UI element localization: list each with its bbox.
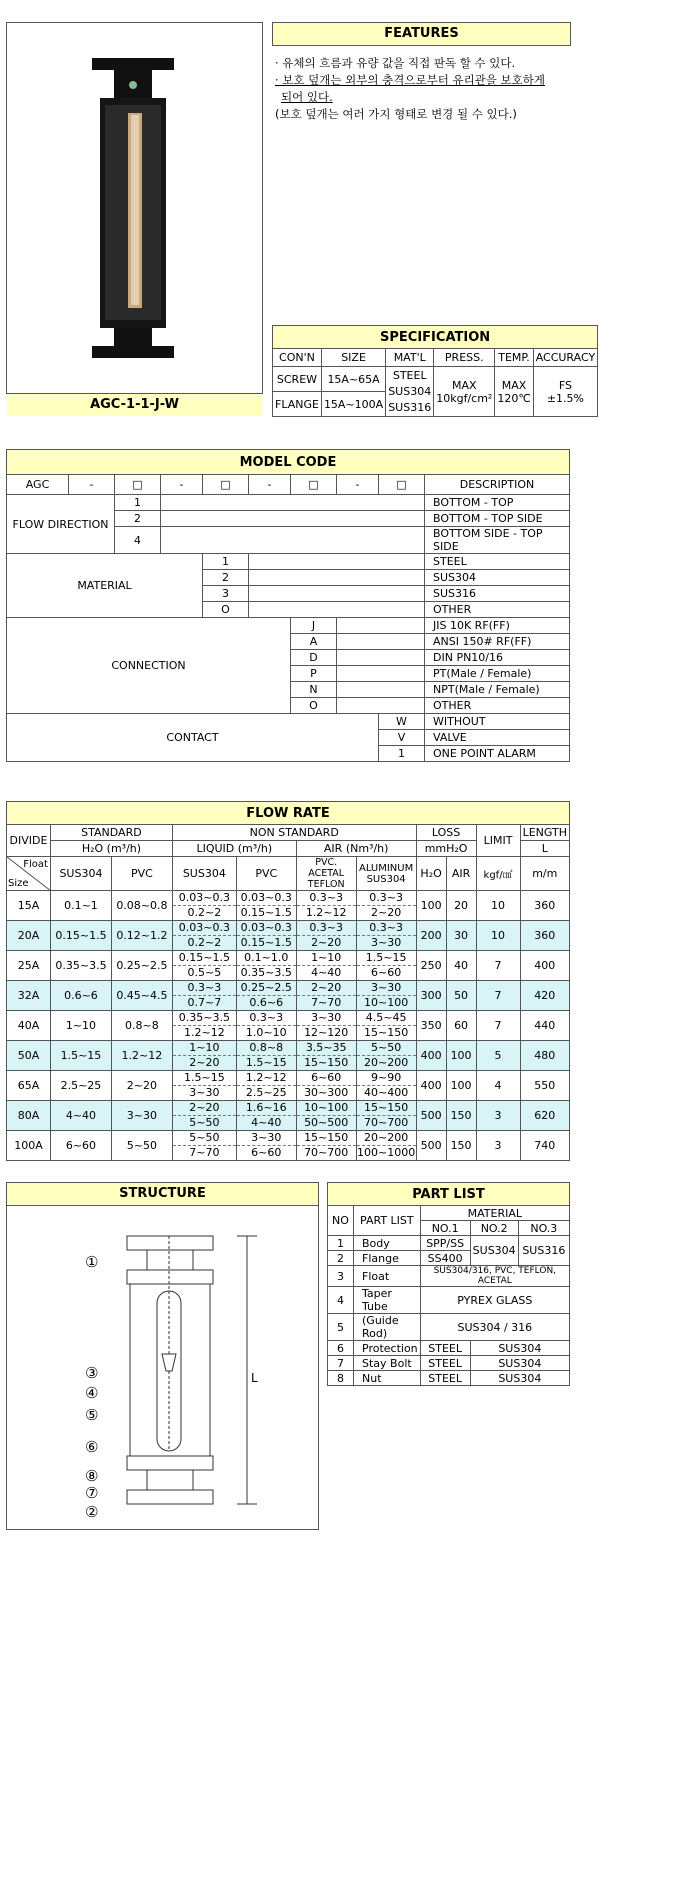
spec-accuracy: FS ±1.5% <box>533 367 597 417</box>
flow-liquid-pvc: 0.3~3 1.0~10 <box>236 1011 296 1041</box>
flow-limit: 10 <box>476 891 520 921</box>
structure-dim-l: L <box>251 1371 258 1385</box>
spec-screw-size: 15A~65A <box>321 367 385 392</box>
contact-desc: WITHOUT <box>425 714 570 730</box>
part-name: Protection <box>354 1341 421 1356</box>
contact-desc: ONE POINT ALARM <box>425 746 570 762</box>
flow-liquid-sus304: 2~20 5~50 <box>172 1101 236 1131</box>
flow-loss-h2o: 500 <box>416 1101 446 1131</box>
flow-liquid-sus304: 1~10 2~20 <box>172 1041 236 1071</box>
flow-h-float-size <box>7 857 51 891</box>
mat-code: 3 <box>203 586 249 602</box>
flow-air-aluminum: 20~200 100~1000 <box>357 1131 416 1159</box>
flowmeter-photo <box>7 23 262 393</box>
flow-row <box>7 981 570 1011</box>
flow-std-pvc: 1.2~12 <box>111 1041 172 1071</box>
flow-h-col: SUS304 <box>50 857 111 891</box>
flow-h-col: PVC <box>111 857 172 891</box>
model-h-box3: □ <box>291 475 337 495</box>
flow-limit: 7 <box>476 951 520 981</box>
flow-loss-air: 60 <box>446 1011 476 1041</box>
part-name: (Guide Rod) <box>354 1314 421 1341</box>
flow-std-sus304: 4~40 <box>50 1101 111 1131</box>
marker-5: ⑤ <box>85 1406 99 1424</box>
flow-h-loss: LOSS <box>416 825 476 841</box>
part-m1: STEEL <box>420 1356 470 1371</box>
conn-desc: DIN PN10/16 <box>425 650 570 666</box>
flow-row <box>7 891 570 921</box>
flow-air-aluminum: 3~30 10~100 <box>356 981 416 1011</box>
product-caption: AGC-1-1-J-W <box>7 393 262 416</box>
model-h-dash4: - <box>337 475 379 495</box>
flow-air-aluminum: 15~150 70~700 <box>356 1101 416 1131</box>
flow-liquid-pvc: 0.03~0.3 0.15~1.5 <box>236 921 296 951</box>
spec-temp: MAX 120℃ <box>495 367 533 417</box>
contact-code: V <box>379 730 425 746</box>
fd-label: FLOW DIRECTION <box>7 495 115 554</box>
flow-length: 740 <box>520 1131 569 1161</box>
marker-1: ① <box>85 1253 99 1271</box>
flow-title: FLOW RATE <box>7 802 570 825</box>
flow-h-col: H₂O <box>416 857 446 891</box>
flow-h-nonstandard: NON STANDARD <box>172 825 416 841</box>
feature-line-4: (보호 덮개는 여러 가지 형태로 변경 될 수 있다.) <box>275 107 517 121</box>
part-name: Taper Tube <box>354 1287 421 1314</box>
flow-size: 100A <box>7 1131 51 1161</box>
conn-code: N <box>291 682 337 698</box>
mat-desc: SUS316 <box>425 586 570 602</box>
part-h-no1: NO.1 <box>420 1221 470 1236</box>
conn-code: J <box>291 618 337 634</box>
spec-matl: STEEL SUS304 SUS316 <box>386 367 434 417</box>
flow-limit: 7 <box>476 981 520 1011</box>
model-h-agc: AGC <box>7 475 69 495</box>
part-m1: STEEL <box>420 1371 470 1386</box>
flow-h-col: kgf/㎠ <box>476 857 520 891</box>
flow-air-aluminum: 5~50 20~200 <box>356 1041 416 1071</box>
flow-h-float: Float <box>23 859 48 870</box>
flow-std-sus304: 1.5~15 <box>50 1041 111 1071</box>
model-h-desc: DESCRIPTION <box>425 475 570 495</box>
mat-code: 2 <box>203 570 249 586</box>
flow-loss-h2o: 400 <box>416 1041 446 1071</box>
flow-h-standard: STANDARD <box>50 825 172 841</box>
part-m-all: SUS304/316, PVC, TEFLON, ACETAL <box>420 1266 569 1287</box>
product-image-box <box>6 22 263 412</box>
part-name: Body <box>354 1236 421 1251</box>
flow-liquid-pvc: 1.2~12 2.5~25 <box>236 1071 296 1101</box>
mat-code: 1 <box>203 554 249 570</box>
spec-title: SPECIFICATION <box>273 326 598 349</box>
part-m23: SUS304 <box>470 1371 569 1386</box>
part-no: 8 <box>328 1371 354 1386</box>
flow-length: 360 <box>520 891 569 921</box>
part-title: PART LIST <box>328 1183 570 1206</box>
feature-line-1: · 유체의 흐름과 유량 값을 직접 판독 할 수 있다. <box>275 56 516 70</box>
flow-std-pvc: 3~30 <box>111 1101 172 1131</box>
flow-h-limit: LIMIT <box>476 825 520 857</box>
part-h-no: NO <box>328 1206 354 1236</box>
flow-limit: 5 <box>476 1041 520 1071</box>
marker-3: ③ <box>85 1364 99 1382</box>
structure-header: STRUCTURE <box>6 1182 319 1206</box>
flow-h-divide: DIVIDE <box>7 825 51 857</box>
part-no: 4 <box>328 1287 354 1314</box>
flow-limit: 4 <box>476 1071 520 1101</box>
contact-code: W <box>379 714 425 730</box>
flow-rate-table <box>6 801 570 1161</box>
features-text <box>275 55 570 123</box>
flow-h-length: LENGTH <box>520 825 569 841</box>
flow-length: 480 <box>520 1041 569 1071</box>
model-title: MODEL CODE <box>7 450 570 475</box>
part-name: Nut <box>354 1371 421 1386</box>
part-no: 2 <box>328 1251 354 1266</box>
flow-std-sus304: 1~10 <box>50 1011 111 1041</box>
flow-liquid-pvc: 0.03~0.3 0.15~1.5 <box>236 891 296 921</box>
flow-air-pvc: 15~150 70~700 <box>296 1131 356 1161</box>
part-m-all: SUS304 / 316 <box>420 1314 569 1341</box>
part-name: Stay Bolt <box>354 1356 421 1371</box>
spec-table <box>272 325 598 417</box>
structure-diagram-box <box>6 1205 319 1530</box>
flow-std-pvc: 5~50 <box>111 1131 172 1161</box>
spec-h-conn: CON'N <box>273 349 322 367</box>
flow-std-pvc: 0.25~2.5 <box>111 951 172 981</box>
part-no: 5 <box>328 1314 354 1341</box>
flow-h-air: AIR (Nm³/h) <box>296 841 416 857</box>
flow-std-sus304: 6~60 <box>50 1131 111 1161</box>
flow-length: 400 <box>520 951 569 981</box>
part-no: 6 <box>328 1341 354 1356</box>
flow-h-pvc-acetal: PVC. ACETAL TEFLON <box>296 857 356 891</box>
flow-air-pvc: 0.3~3 1.2~12 <box>296 891 356 921</box>
flow-air-pvc: 0.3~3 2~20 <box>296 921 356 951</box>
flow-air-pvc: 6~60 30~300 <box>296 1071 356 1101</box>
flow-loss-air: 30 <box>446 921 476 951</box>
flow-limit: 7 <box>476 1011 520 1041</box>
model-h-box2: □ <box>203 475 249 495</box>
flow-liquid-sus304: 0.35~3.5 1.2~12 <box>172 1011 236 1041</box>
flow-h-liquid: LIQUID (m³/h) <box>172 841 296 857</box>
flow-h-h2o: H₂O (m³/h) <box>50 841 172 857</box>
marker-4: ④ <box>85 1384 99 1402</box>
flow-air-aluminum: 1.5~15 6~60 <box>356 951 416 981</box>
flow-std-pvc: 0.8~8 <box>111 1011 172 1041</box>
conn-desc: OTHER <box>425 698 570 714</box>
flow-liquid-pvc: 0.8~8 1.5~15 <box>236 1041 296 1071</box>
flow-limit: 10 <box>476 921 520 951</box>
marker-8: ⑧ <box>85 1467 99 1485</box>
flow-size: 20A <box>7 921 51 951</box>
flow-loss-h2o: 250 <box>416 951 446 981</box>
mat-desc: OTHER <box>425 602 570 618</box>
spec-h-acc: ACCURACY <box>533 349 597 367</box>
structure-diagram <box>7 1206 318 1529</box>
flow-length: 620 <box>520 1101 569 1131</box>
spec-press: MAX 10kgf/cm² <box>434 367 495 417</box>
flow-h-col: AIR <box>446 857 476 891</box>
part-m3: SUS316 <box>518 1236 569 1266</box>
contact-label: CONTACT <box>7 714 379 762</box>
part-no: 3 <box>328 1266 354 1287</box>
model-h-dash2: - <box>161 475 203 495</box>
conn-label: CONNECTION <box>7 618 291 714</box>
model-h-box4: □ <box>379 475 425 495</box>
flow-size: 32A <box>7 981 51 1011</box>
part-m2: SUS304 <box>470 1236 518 1266</box>
conn-desc: NPT(Male / Female) <box>425 682 570 698</box>
flow-row <box>7 1041 570 1071</box>
features-header: FEATURES <box>272 22 571 46</box>
flow-row <box>7 921 570 951</box>
mat-desc: STEEL <box>425 554 570 570</box>
spec-h-temp: TEMP. <box>495 349 533 367</box>
fd-code: 4 <box>115 527 161 554</box>
flow-std-pvc: 0.12~1.2 <box>111 921 172 951</box>
contact-code: 1 <box>379 746 425 762</box>
fd-desc: BOTTOM SIDE - TOP SIDE <box>425 527 570 554</box>
model-h-box1: □ <box>115 475 161 495</box>
flow-air-pvc: 2~20 7~70 <box>296 981 356 1011</box>
flow-loss-air: 40 <box>446 951 476 981</box>
spec-h-size: SIZE <box>321 349 385 367</box>
flow-liquid-pvc: 1.6~16 4~40 <box>236 1101 296 1131</box>
flow-liquid-sus304: 0.03~0.3 0.2~2 <box>172 891 236 921</box>
flow-size: 50A <box>7 1041 51 1071</box>
marker-7: ⑦ <box>85 1484 99 1502</box>
fd-code: 1 <box>115 495 161 511</box>
flow-size: 25A <box>7 951 51 981</box>
part-m1: SS400 <box>420 1251 470 1266</box>
part-m1: SPP/SS <box>420 1236 470 1251</box>
contact-desc: VALVE <box>425 730 570 746</box>
part-no: 7 <box>328 1356 354 1371</box>
flow-loss-air: 150 <box>446 1101 476 1131</box>
flow-row <box>7 1101 570 1131</box>
part-m-all: PYREX GLASS <box>420 1287 569 1314</box>
fd-desc: BOTTOM - TOP <box>425 495 570 511</box>
conn-code: P <box>291 666 337 682</box>
flow-h-col: m/m <box>520 857 569 891</box>
part-h-name: PART LIST <box>354 1206 421 1236</box>
flow-liquid-pvc: 3~30 6~60 <box>236 1131 296 1161</box>
flow-liquid-sus304: 0.03~0.3 0.2~2 <box>172 921 236 951</box>
model-code-table <box>6 449 570 762</box>
part-m23: SUS304 <box>470 1356 569 1371</box>
flow-liquid-pvc: 0.25~2.5 0.6~6 <box>236 981 296 1011</box>
mat-label: MATERIAL <box>7 554 203 618</box>
conn-code: O <box>291 698 337 714</box>
flow-loss-h2o: 300 <box>416 981 446 1011</box>
flow-loss-air: 150 <box>446 1131 476 1161</box>
part-h-no3: NO.3 <box>518 1221 569 1236</box>
flow-loss-air: 100 <box>446 1071 476 1101</box>
spec-h-matl: MAT'L <box>386 349 434 367</box>
flow-length: 360 <box>520 921 569 951</box>
part-list-table <box>327 1182 570 1386</box>
flow-limit: 3 <box>476 1101 520 1131</box>
flow-loss-h2o: 200 <box>416 921 446 951</box>
spec-screw: SCREW <box>273 367 322 392</box>
flow-liquid-sus304: 0.15~1.5 0.5~5 <box>172 951 236 981</box>
conn-code: A <box>291 634 337 650</box>
conn-desc: JIS 10K RF(FF) <box>425 618 570 634</box>
flow-std-pvc: 0.08~0.8 <box>111 891 172 921</box>
part-h-no2: NO.2 <box>470 1221 518 1236</box>
flow-air-pvc: 1~10 4~40 <box>296 951 356 981</box>
mat-code: O <box>203 602 249 618</box>
flow-std-sus304: 0.15~1.5 <box>50 921 111 951</box>
model-h-dash1: - <box>69 475 115 495</box>
part-name: Float <box>354 1266 421 1287</box>
flow-size: 40A <box>7 1011 51 1041</box>
flow-loss-h2o: 350 <box>416 1011 446 1041</box>
flow-std-sus304: 0.35~3.5 <box>50 951 111 981</box>
part-name: Flange <box>354 1251 421 1266</box>
conn-code: D <box>291 650 337 666</box>
feature-line-2: · 보호 덮개는 외부의 충격으로부터 유리관을 보호하게 <box>275 73 545 87</box>
conn-desc: PT(Male / Female) <box>425 666 570 682</box>
fd-code: 2 <box>115 511 161 527</box>
flow-air-aluminum: 0.3~3 3~30 <box>356 921 416 951</box>
feature-line-3: 되어 있다. <box>281 90 333 104</box>
flow-liquid-sus304: 0.3~3 0.7~7 <box>172 981 236 1011</box>
spec-flange-size: 15A~100A <box>321 392 385 417</box>
flow-size: 80A <box>7 1101 51 1131</box>
flow-h-aluminum: ALUMINUM SUS304 <box>356 857 416 891</box>
flow-std-pvc: 0.45~4.5 <box>111 981 172 1011</box>
flow-row <box>7 1011 570 1041</box>
flow-size: 65A <box>7 1071 51 1101</box>
fd-desc: BOTTOM - TOP SIDE <box>425 511 570 527</box>
flow-loss-air: 100 <box>446 1041 476 1071</box>
model-h-dash3: - <box>249 475 291 495</box>
flow-loss-air: 20 <box>446 891 476 921</box>
flow-length: 550 <box>520 1071 569 1101</box>
flow-h-col: SUS304 <box>172 857 236 891</box>
flow-air-pvc: 10~100 50~500 <box>296 1101 356 1131</box>
flow-air-aluminum: 0.3~3 2~20 <box>356 891 416 921</box>
flow-h-mmh2o: mmH₂O <box>416 841 476 857</box>
mat-desc: SUS304 <box>425 570 570 586</box>
part-no: 1 <box>328 1236 354 1251</box>
part-m23: SUS304 <box>470 1341 569 1356</box>
flow-loss-h2o: 500 <box>416 1131 446 1161</box>
flow-row <box>7 1131 570 1161</box>
flow-liquid-sus304: 1.5~15 3~30 <box>172 1071 236 1101</box>
flow-loss-h2o: 400 <box>416 1071 446 1101</box>
part-h-material: MATERIAL <box>420 1206 569 1221</box>
flow-std-sus304: 2.5~25 <box>50 1071 111 1101</box>
marker-6: ⑥ <box>85 1438 99 1456</box>
flow-air-aluminum: 4.5~45 15~150 <box>356 1011 416 1041</box>
flow-std-pvc: 2~20 <box>111 1071 172 1101</box>
flow-loss-air: 50 <box>446 981 476 1011</box>
flow-length: 440 <box>520 1011 569 1041</box>
flow-std-sus304: 0.6~6 <box>50 981 111 1011</box>
flow-limit: 3 <box>476 1131 520 1161</box>
flow-row <box>7 1071 570 1101</box>
spec-flange: FLANGE <box>273 392 322 417</box>
flow-air-pvc: 3~30 12~120 <box>296 1011 356 1041</box>
spec-h-press: PRESS. <box>434 349 495 367</box>
flow-h-size: Size <box>8 878 29 889</box>
flow-length: 420 <box>520 981 569 1011</box>
flow-row <box>7 951 570 981</box>
flow-loss-h2o: 100 <box>416 891 446 921</box>
flow-air-aluminum: 9~90 40~400 <box>356 1071 416 1101</box>
flow-std-sus304: 0.1~1 <box>50 891 111 921</box>
flow-h-col: PVC <box>236 857 296 891</box>
flow-air-pvc: 3.5~35 15~150 <box>296 1041 356 1071</box>
flow-size: 15A <box>7 891 51 921</box>
flow-liquid-sus304: 5~50 7~70 <box>172 1131 236 1161</box>
conn-desc: ANSI 150# RF(FF) <box>425 634 570 650</box>
part-m1: STEEL <box>420 1341 470 1356</box>
flow-h-l: L <box>520 841 569 857</box>
flow-liquid-pvc: 0.1~1.0 0.35~3.5 <box>236 951 296 981</box>
marker-2: ② <box>85 1503 99 1521</box>
